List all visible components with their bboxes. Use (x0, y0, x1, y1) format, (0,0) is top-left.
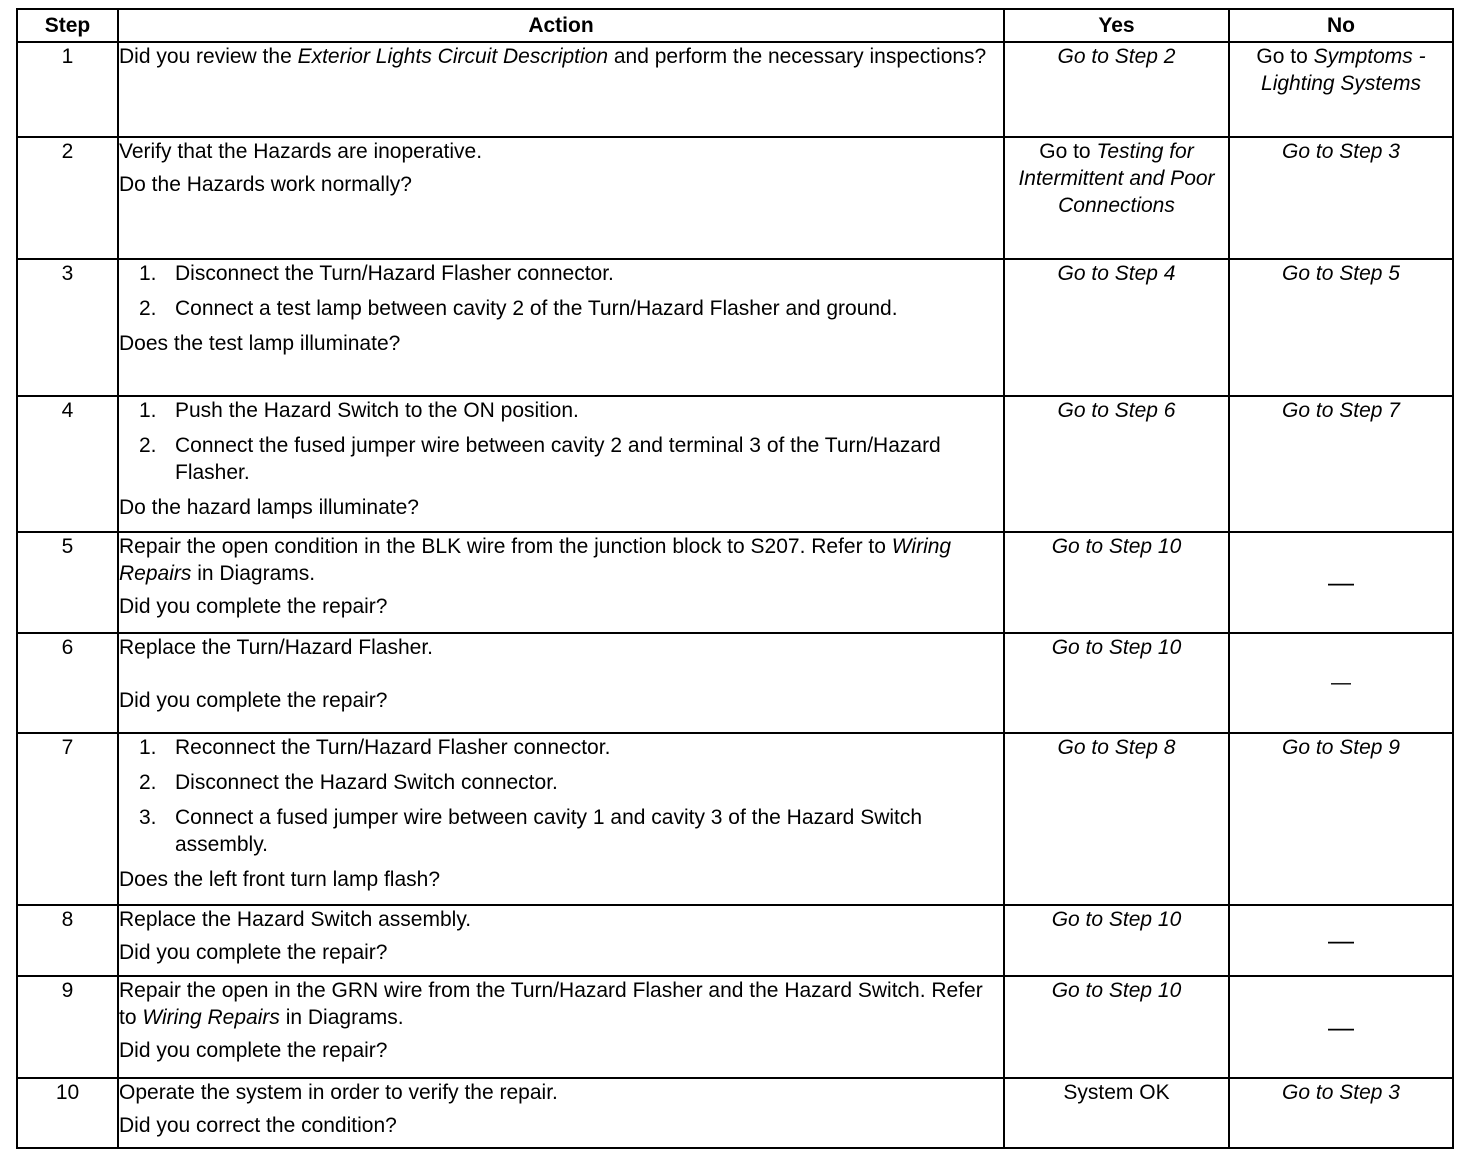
no-cell: — (1229, 633, 1453, 733)
no-cell: — (1229, 532, 1453, 633)
yes-cell: Go to Step 10 (1004, 905, 1229, 976)
no-cell: Go to Step 5 (1229, 259, 1453, 396)
list-text: Reconnect the Turn/Hazard Flasher connector. (175, 736, 611, 759)
table-row (17, 1078, 1453, 1148)
header-row (17, 9, 1453, 42)
table-row (17, 396, 1453, 532)
yes-cell: Go to Step 10 (1004, 532, 1229, 633)
action-text: Verify that the Hazards are inoperative. (119, 140, 483, 163)
action-cell (118, 976, 1004, 1078)
action-question: Did you correct the condition? (119, 1114, 397, 1137)
action-cell (118, 532, 1004, 633)
list-text: Disconnect the Hazard Switch connector. (175, 771, 558, 794)
list-number: 3. (139, 806, 157, 829)
action-cell (118, 137, 1004, 259)
action-reference: Diagrams. (219, 562, 316, 585)
list-item (119, 432, 1003, 486)
list-text: Disconnect the Turn/Hazard Flasher connector. (175, 262, 614, 285)
yes-cell: Go to Step 2 (1004, 42, 1229, 137)
list-text: Connect a fused jumper wire between cavity 1 and cavity 3 of the Hazard Switch assembly. (175, 806, 923, 856)
action-reference: Diagrams. (307, 1006, 404, 1029)
table-row (17, 137, 1453, 259)
no-text: Go to (1256, 45, 1314, 68)
action-text: Replace the Hazard Switch assembly. (119, 908, 472, 931)
action-cell (118, 42, 1004, 137)
action-question: Does the test lamp illuminate? (119, 332, 401, 355)
step-number: 4 (17, 396, 118, 532)
action-text: in (191, 562, 220, 585)
yes-cell: Go to Step 8 (1004, 733, 1229, 905)
action-steps (119, 260, 1003, 322)
action-question: Do the hazard lamps illuminate? (119, 496, 419, 519)
step-number: 7 (17, 733, 118, 905)
list-item (119, 397, 1003, 424)
step-number: 10 (17, 1078, 118, 1148)
list-number: 1. (139, 736, 157, 759)
action-text: and perform the necessary inspections? (608, 45, 987, 68)
no-cell: Go to Step 3 (1229, 1078, 1453, 1148)
list-number: 1. (139, 262, 157, 285)
no-cell: Go to Step 7 (1229, 396, 1453, 532)
table-row (17, 905, 1453, 976)
table-row (17, 532, 1453, 633)
table-row (17, 976, 1453, 1078)
list-text: Connect the fused jumper wire between cavity 2 and terminal 3 of the Turn/Hazard Flasher. (175, 434, 941, 484)
list-text: Connect a test lamp between cavity 2 of the Turn/Hazard Flasher and ground. (175, 297, 898, 320)
step-number: 8 (17, 905, 118, 976)
action-cell (118, 733, 1004, 905)
yes-cell: Go to Step 10 (1004, 633, 1229, 733)
list-item (119, 295, 1003, 322)
action-text: Replace the Turn/Hazard Flasher. (119, 636, 433, 659)
no-cell (1229, 42, 1453, 137)
no-cell: — (1229, 905, 1453, 976)
table-row (17, 42, 1453, 137)
yes-cell: Go to Step 6 (1004, 396, 1229, 532)
action-reference: Wiring Repairs (142, 1006, 280, 1029)
list-number: 1. (139, 399, 157, 422)
yes-cell: Go to Step 10 (1004, 976, 1229, 1078)
action-steps (119, 734, 1003, 858)
table-row (17, 259, 1453, 396)
list-item (119, 804, 1003, 858)
table-row (17, 633, 1453, 733)
action-cell (118, 1078, 1004, 1148)
action-text: Did you review the (119, 45, 298, 68)
list-text: Push the Hazard Switch to the ON position. (175, 399, 579, 422)
header-no: No (1229, 9, 1453, 42)
step-number: 2 (17, 137, 118, 259)
action-question: Do the Hazards work normally? (119, 173, 412, 196)
header-step: Step (17, 9, 118, 42)
yes-cell: Go to Step 4 (1004, 259, 1229, 396)
list-number: 2. (139, 771, 157, 794)
action-cell (118, 633, 1004, 733)
action-question: Did you complete the repair? (119, 1039, 388, 1062)
yes-cell: System OK (1004, 1078, 1229, 1148)
yes-text: Go to (1039, 140, 1097, 163)
list-item (119, 769, 1003, 796)
table-row (17, 733, 1453, 905)
action-text: Repair the open condition in the BLK wire from the junction block to S207. Refer to (119, 535, 892, 558)
list-item (119, 260, 1003, 287)
action-question: Did you complete the repair? (119, 595, 388, 618)
action-question: Did you complete the repair? (119, 689, 388, 712)
list-item (119, 734, 1003, 761)
no-cell: — (1229, 976, 1453, 1078)
yes-cell (1004, 137, 1229, 259)
action-question: Does the left front turn lamp flash? (119, 868, 440, 891)
action-reference: Exterior Lights Circuit Description (297, 45, 609, 68)
no-cell: Go to Step 9 (1229, 733, 1453, 905)
no-reference: Symptoms - Lighting Systems (1261, 45, 1426, 95)
header-action: Action (118, 9, 1004, 42)
action-steps (119, 397, 1003, 486)
list-number: 2. (139, 297, 157, 320)
action-text: Repair the open in the GRN wire from the Turn/Hazard Flasher and the Hazard Switch. Refer to (119, 979, 983, 1029)
step-number: 9 (17, 976, 118, 1078)
step-number: 3 (17, 259, 118, 396)
diagnostic-table (16, 8, 1454, 1149)
step-number: 6 (17, 633, 118, 733)
action-reference: Wiring Repairs (119, 535, 952, 585)
step-number: 5 (17, 532, 118, 633)
action-text: in (279, 1006, 308, 1029)
action-cell (118, 259, 1004, 396)
action-text: Operate the system in order to verify the repair. (119, 1081, 558, 1104)
step-number: 1 (17, 42, 118, 137)
list-number: 2. (139, 434, 157, 457)
yes-reference: Testing for Intermittent and Poor Connections (1018, 140, 1215, 217)
action-cell (118, 396, 1004, 532)
header-yes: Yes (1004, 9, 1229, 42)
no-cell: Go to Step 3 (1229, 137, 1453, 259)
action-cell (118, 905, 1004, 976)
action-question: Did you complete the repair? (119, 941, 388, 964)
